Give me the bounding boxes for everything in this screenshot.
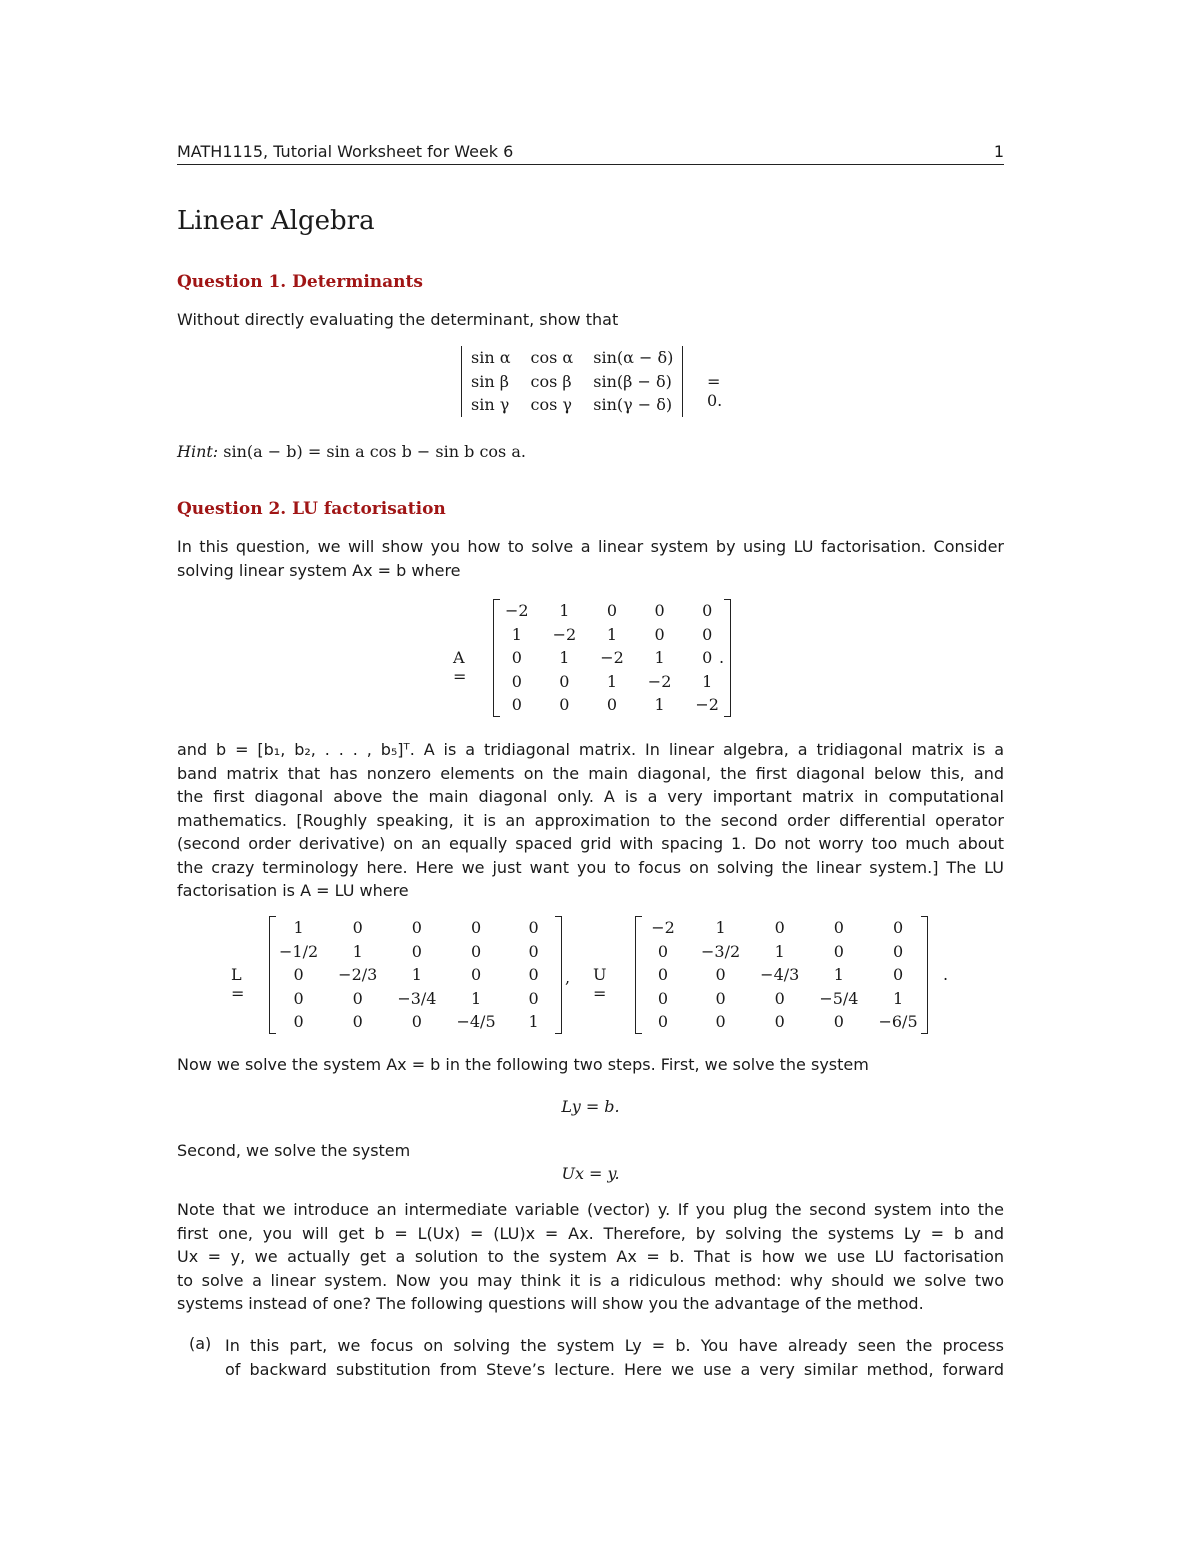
matrix-U-cell: 0 (892, 941, 904, 961)
matrix-L-cell: 0 (411, 941, 422, 961)
matrix-U-cell: 0 (657, 965, 669, 985)
matrix-U-cell: 1 (892, 988, 904, 1008)
determinant-cell: sin(α − δ) (593, 348, 674, 368)
matrix-A-cell: 0 (559, 671, 570, 691)
bracket-left (493, 599, 500, 717)
determinant-cell: sin γ (471, 395, 510, 415)
matrix-L-cell: 0 (352, 1012, 363, 1032)
bracket-right (921, 916, 928, 1034)
matrix-row (461, 370, 683, 394)
matrix-A-cell: 0 (559, 695, 570, 715)
matrix-U-cell: −5/4 (819, 988, 859, 1008)
text-line: Ux = y, we actually get a solution to the system Ax = b. That is how we use LU factorisation (177, 1247, 1004, 1266)
matrix-U-cell: 0 (715, 965, 726, 985)
matrix-L-cell: 0 (411, 1012, 422, 1032)
determinant-cell: sin α (471, 348, 511, 368)
question-2-heading: Question 2. LU factorisation (177, 499, 446, 519)
matrix-L-cell: 1 (293, 918, 304, 938)
part-a-text (225, 1334, 1004, 1381)
matrix-L-cell: 0 (293, 988, 304, 1008)
note-paragraph (177, 1198, 1004, 1316)
matrix-U-cell: 0 (657, 988, 669, 1008)
hint-label: Hint: (177, 442, 219, 461)
matrix-L-cell: 0 (352, 918, 363, 938)
matrix-U-cell: −2 (651, 918, 675, 938)
matrix-A-cell: 0 (511, 671, 522, 691)
matrix-L-cell: 1 (411, 965, 422, 985)
bracket-left (635, 916, 642, 1034)
determinant-bar-left (461, 346, 462, 417)
matrix-L-cell: −1/2 (279, 941, 319, 961)
matrix-U-cell: 0 (657, 941, 669, 961)
bracket-left (269, 916, 276, 1034)
question-2-intro (177, 535, 1004, 582)
text-line: the crazy terminology here. Here we just want you to focus on solving the linear system.] The LU (177, 857, 1004, 877)
matrix-A-cell: 0 (511, 648, 522, 668)
text-line: (second order derivative) on an equally spaced grid with spacing 1. Do not worry too much about (177, 834, 1004, 853)
matrix-A-cell: 1 (511, 624, 522, 644)
question-1-hint (177, 440, 1004, 464)
matrix-U (635, 916, 928, 1034)
matrix-A-cell: −2 (695, 695, 719, 715)
matrix-A-cell: −2 (552, 624, 577, 644)
determinant-cell: cos β (530, 371, 572, 391)
text-line: Without directly evaluating the determinant, show that (177, 310, 619, 329)
text-line: solving linear system Ax = b where (177, 560, 461, 580)
matrix-L-cell: 0 (352, 988, 363, 1008)
text-line: factorisation is A = LU where (177, 881, 409, 900)
matrix-A-cell: 0 (654, 624, 665, 644)
matrix-L-cell: 0 (470, 965, 482, 985)
matrix-U-label: U = (593, 965, 607, 1003)
determinant-cell: sin(β − δ) (593, 371, 672, 391)
matrix-A (493, 599, 731, 717)
matrix-A-cell: 1 (559, 601, 570, 621)
matrix-A-cell: 1 (559, 648, 570, 668)
part-a-label: (a) (189, 1334, 212, 1353)
matrix-U-cell: 1 (833, 965, 844, 985)
matrix-row (461, 393, 683, 417)
determinant-matrix (461, 346, 683, 417)
matrix-A-cell: 0 (702, 624, 713, 644)
text-line: band matrix that has nonzero elements on the main diagonal, the first diagonal below this, and (177, 763, 1004, 783)
matrix-U-cell: 0 (833, 941, 844, 961)
matrix-row (493, 646, 731, 670)
matrix-U-cell: 0 (715, 988, 726, 1008)
matrix-row (635, 987, 928, 1011)
matrix-L-cell: −3/4 (397, 988, 437, 1008)
matrix-L-cell: −2/3 (338, 965, 378, 985)
matrix-row (493, 623, 731, 647)
matrix-A-end: . (719, 648, 725, 667)
matrix-U-cell: 1 (715, 918, 726, 938)
matrix-U-cell: 0 (833, 918, 844, 938)
matrix-row (635, 1010, 928, 1034)
text-line: and b = [b₁, b₂, . . . , b₅]ᵀ. A is a tridiagonal matrix. In linear algebra, a tridiagonal matrix is a (177, 740, 1004, 759)
matrix-row (635, 940, 928, 964)
matrix-U-cell: 0 (774, 918, 785, 938)
header-page-number: 1 (993, 142, 1004, 161)
second-step-intro (177, 1139, 1004, 1163)
matrix-A-cell: −2 (600, 648, 624, 668)
matrix-row (269, 963, 562, 987)
equation-Ly-b: Ly = b. (561, 1097, 620, 1116)
matrix-L-cell: 0 (293, 1012, 304, 1032)
matrix-row (493, 693, 731, 717)
matrix-A-cell: 1 (654, 695, 665, 715)
matrix-A-cell: 0 (511, 695, 522, 715)
matrix-U-cell: −6/5 (878, 1012, 918, 1032)
determinant-cell: cos α (530, 348, 574, 368)
determinant-equation (461, 346, 723, 417)
matrix-A-cell: 1 (702, 671, 713, 691)
text-line: mathematics. [Roughly speaking, it is an approximation to the second order differential operator (177, 810, 1004, 830)
matrix-row (493, 670, 731, 694)
determinant-cell: sin β (471, 371, 509, 391)
matrix-L-cell: 0 (528, 918, 539, 938)
matrix-U-cell: 1 (774, 941, 785, 961)
matrix-A-cell: −2 (647, 671, 672, 691)
matrix-A-cell: 0 (606, 601, 618, 621)
matrix-U-cell: 0 (774, 988, 785, 1008)
matrix-A-cell: 0 (702, 601, 713, 621)
matrix-A-cell: 0 (654, 601, 665, 621)
text-line: systems instead of one? The following questions will show you the advantage of the method. (177, 1294, 924, 1313)
matrix-L-cell: 1 (352, 941, 363, 961)
matrix-U-cell: −3/2 (701, 941, 741, 961)
matrix-L-cell: 1 (470, 988, 482, 1008)
bracket-right (724, 599, 731, 717)
matrix-L-cell: 0 (528, 988, 539, 1008)
matrix-U-cell: 0 (892, 918, 904, 938)
determinant-cell: sin(γ − δ) (593, 395, 673, 415)
matrix-row (461, 346, 683, 370)
equation-Ux-y: Ux = y. (561, 1164, 620, 1183)
matrix-U-end: . (943, 965, 949, 984)
matrix-L-cell: 0 (528, 941, 539, 961)
matrix-L-label: L = (231, 965, 245, 1003)
matrix-U-cell: 0 (657, 1012, 669, 1032)
matrix-row (269, 940, 562, 964)
matrix-row (269, 1010, 562, 1034)
matrix-L-cell: −4/5 (456, 1012, 496, 1032)
matrix-L-cell: 0 (470, 918, 482, 938)
text-line: Second, we solve the system (177, 1141, 411, 1160)
text-line: Note that we introduce an intermediate variable (vector) y. If you plug the second system into the (177, 1200, 1004, 1219)
determinant-cell: cos γ (530, 395, 572, 415)
matrix-L-cell: 1 (528, 1012, 539, 1032)
matrix-U-cell: 0 (774, 1012, 785, 1032)
matrix-A-cell: 1 (606, 671, 618, 691)
text-line: of backward substitution from Steve’s lecture. Here we use a very similar method, forward (225, 1359, 1004, 1379)
matrix-separator: , (565, 968, 571, 987)
matrix-row (635, 916, 928, 940)
question-1-intro (177, 308, 1004, 332)
matrix-U-cell: −4/3 (760, 965, 800, 985)
text-line: In this question, we will show you how to solve a linear system by using LU factorisation. Consider (177, 537, 1004, 556)
running-header (177, 142, 1004, 165)
matrix-U-cell: 0 (892, 965, 904, 985)
matrix-L-cell: 0 (411, 918, 422, 938)
matrix-A-cell: 1 (654, 648, 665, 668)
matrix-A-cell: 0 (702, 648, 713, 668)
matrix-A-label: A = (453, 648, 467, 686)
text-line: In this part, we focus on solving the system Ly = b. You have already seen the process (225, 1336, 1004, 1355)
determinant-bar-right (682, 346, 683, 417)
matrix-A-cell: 0 (606, 695, 618, 715)
text-line: the first diagonal above the main diagonal only. A is a very important matrix in computational (177, 787, 1004, 806)
tridiagonal-paragraph (177, 738, 1004, 903)
matrix-A-cell: −2 (505, 601, 529, 621)
matrix-row (269, 916, 562, 940)
matrix-L-cell: 0 (528, 965, 539, 985)
matrix-row (635, 963, 928, 987)
steps-intro (177, 1053, 1004, 1077)
matrix-U-cell: 0 (715, 1012, 726, 1032)
matrix-U-cell: 0 (833, 1012, 844, 1032)
matrix-row (269, 987, 562, 1011)
determinant-table (461, 346, 683, 417)
matrix-A-cell: 1 (606, 624, 618, 644)
matrix-L-cell: 0 (470, 941, 482, 961)
matrix-L (269, 916, 562, 1034)
matrix-row (493, 599, 731, 623)
header-course-title: MATH1115, Tutorial Worksheet for Week 6 (177, 142, 514, 161)
text-line: Now we solve the system Ax = b in the following two steps. First, we solve the system (177, 1055, 869, 1074)
matrix-U-table (635, 916, 928, 1034)
text-line: to solve a linear system. Now you may think it is a ridiculous method: why should we solve two (177, 1270, 1004, 1290)
section-title: Linear Algebra (177, 206, 375, 236)
matrix-A-table (493, 599, 731, 717)
matrix-L-cell: 0 (293, 965, 304, 985)
determinant-rhs: = 0. (707, 372, 723, 410)
hint-formula: sin(a − b) = sin a cos b − sin b cos a. (223, 442, 526, 461)
bracket-right (555, 916, 562, 1034)
matrix-L-table (269, 916, 562, 1034)
text-line: first one, you will get b = L(Ux) = (LU)x = Ax. Therefore, by solving the systems Ly = b and (177, 1223, 1004, 1243)
question-1-heading: Question 1. Determinants (177, 272, 423, 292)
